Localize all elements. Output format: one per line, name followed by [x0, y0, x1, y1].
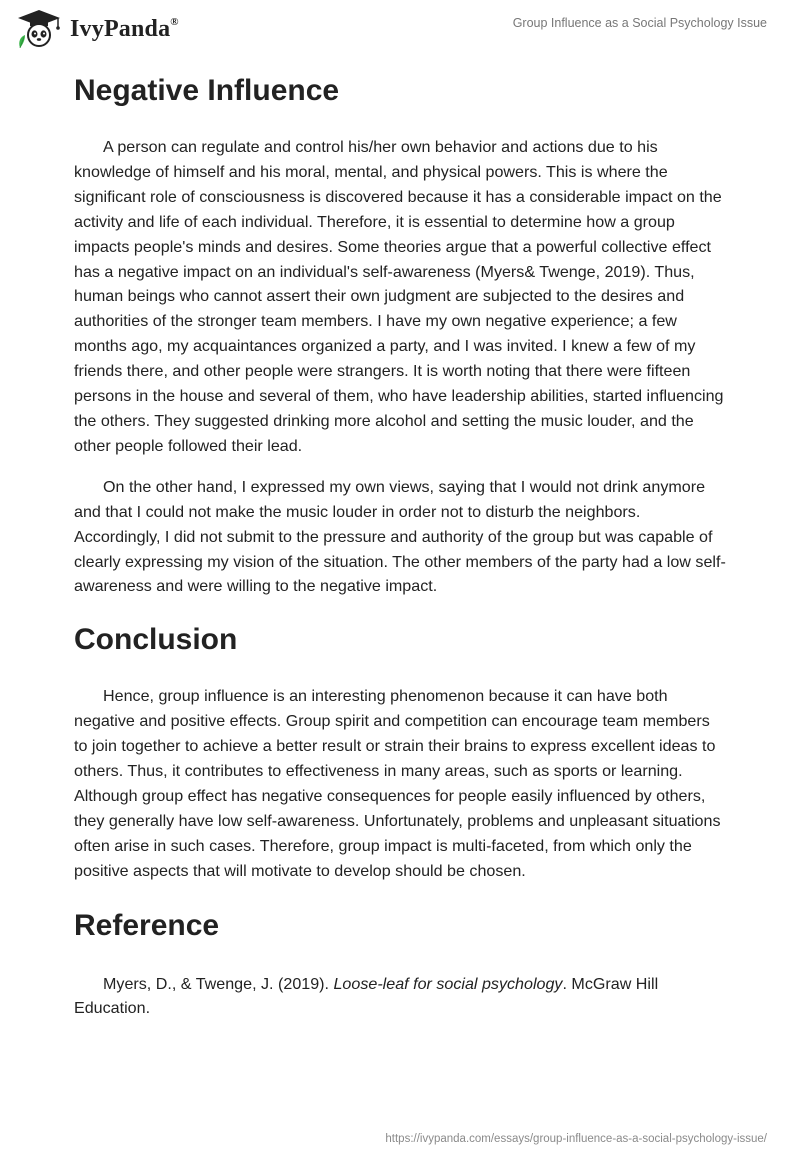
reference-entry: Myers, D., & Twenge, J. (2019). Loose-leaf for social psychology. McGraw Hill Education. [74, 974, 659, 1018]
section-heading-reference: Reference [74, 908, 220, 942]
ivypanda-logo[interactable] [14, 8, 179, 48]
section-heading-conclusion: Conclusion [74, 623, 238, 657]
brand-name: IvyPanda® [70, 15, 179, 42]
reference-title: Loose-leaf for social psychology [333, 974, 563, 993]
page-header [0, 0, 800, 64]
footer-url[interactable]: https://ivypanda.com/essays/group-influence-as-a-social-psychology-issue/ [385, 1133, 767, 1145]
paragraph: On the other hand, I expressed my own views, saying that I would not drink anymore and that I could not make the music louder in order not to disturb the neighbors. Accordingly, I did not submit to the pressure and authority of the group but was capable of clearly expressing my vision of the situation. The other members of the party had a low self-awareness and were willing to the negative impact. [74, 477, 726, 596]
section-heading-negative-influence: Negative Influence [74, 74, 340, 107]
essay-content [74, 71, 726, 1021]
panda-graduate-icon [14, 8, 64, 48]
running-title: Group Influence as a Social Psychology Issue [512, 16, 767, 30]
paragraph: Hence, group influence is an interesting phenomenon because it can have both negative and positive effects. Group spirit and competition can encourage team members to join together to achieve a better result or strain their brains to express excellent ideas to others. Thus, it contributes to effectiveness in many areas, such as sports or learning. Although group effect has negative consequences for people easily influenced by others, they generally have low self-awareness. Unfortunately, problems and unpleasant situations often arise in such cases. Therefore, group impact is multi-faceted, from which only the positive aspects that will motivate to develop should be chosen. [74, 687, 721, 880]
paragraph: A person can regulate and control his/her own behavior and actions due to his knowledge of himself and his moral, mental, and physical powers. This is where the significant role of consciousness is discovered because it has a considerable impact on the activity and life of each individual. Therefore, it is essential to determine how a group impacts people's minds and desires. Some theories argue that a powerful collective effect has a negative impact on an individual's self-awareness (Myers& Twenge, 2019). Thus, human beings who cannot assert their own judgment are subjected to the desires and authorities of the stronger team members. I have my own negative experience; a few months ago, my acquaintances organized a party, and I was invited. I knew a few of my friends there, and other people were strangers. It is worth noting that there were fifteen persons in the house and several of them, who have leadership abilities, started influencing the others. They suggested drinking more alcohol and setting the music louder, and the other people followed their lead. [74, 138, 724, 455]
